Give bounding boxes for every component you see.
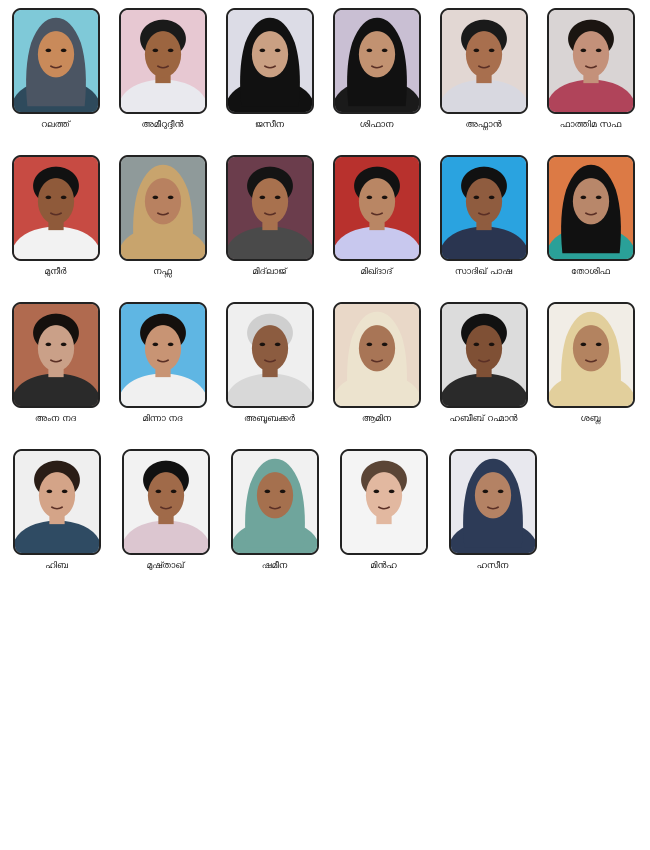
photo-row: [5, 449, 647, 596]
portrait-photo: [119, 155, 207, 261]
portrait-photo: [333, 155, 421, 261]
person-name: മിന്നാ നദ: [142, 414, 183, 424]
person-name: തോശിഫ: [571, 267, 610, 277]
photo-row: [5, 302, 647, 449]
person-card: [433, 302, 540, 449]
person-card: [219, 8, 326, 155]
person-name: ശിഫാന: [359, 120, 394, 130]
person-name: അമീറുദ്ദീൻ: [141, 120, 184, 130]
person-name: ആമിന: [361, 414, 392, 424]
person-card: [219, 155, 326, 302]
person-name: മിദ്‌ലാജ്: [252, 267, 287, 277]
portrait-photo: [226, 155, 314, 261]
person-card: [433, 155, 540, 302]
person-card: [332, 449, 441, 596]
person-name: മിഖ്ദാദ്: [360, 267, 393, 277]
person-name: അഫ്നാൻ: [465, 120, 502, 130]
person-card: [114, 449, 223, 596]
person-card: [326, 155, 433, 302]
person-name: ഹബീബ് റഹ്മാൻ: [449, 414, 518, 424]
portrait-photo: [13, 449, 101, 555]
person-card: [5, 8, 112, 155]
portrait-photo: [226, 8, 314, 114]
person-name: സാദിഖ് പാഷ: [454, 267, 513, 277]
person-card: [112, 8, 219, 155]
person-name: അംന നദ: [34, 414, 77, 424]
person-name: ഷമീന: [261, 561, 288, 571]
portrait-photo: [340, 449, 428, 555]
person-card: [112, 302, 219, 449]
portrait-photo: [226, 302, 314, 408]
person-card: [112, 155, 219, 302]
portrait-photo: [547, 155, 635, 261]
portrait-photo: [119, 8, 207, 114]
portrait-photo: [333, 302, 421, 408]
portrait-photo: [547, 8, 635, 114]
portrait-photo: [12, 155, 100, 261]
person-card: [326, 302, 433, 449]
portrait-photo: [122, 449, 210, 555]
photo-grid: [5, 8, 647, 596]
portrait-photo: [12, 302, 100, 408]
person-card: [540, 302, 647, 449]
portrait-photo: [333, 8, 421, 114]
portrait-photo: [449, 449, 537, 555]
portrait-photo: [440, 302, 528, 408]
person-card: [540, 8, 647, 155]
portrait-photo: [119, 302, 207, 408]
photo-row: [5, 155, 647, 302]
portrait-photo: [231, 449, 319, 555]
person-card: [441, 449, 550, 596]
person-name: മുനീർ: [44, 267, 67, 277]
person-name: ഫാത്തിമ സഫ: [559, 120, 622, 130]
photo-row: [5, 8, 647, 155]
person-card: [219, 302, 326, 449]
person-name: ശബ്ന: [580, 414, 601, 424]
person-name: ഹിബ: [45, 561, 68, 571]
person-card: [326, 8, 433, 155]
person-card: [223, 449, 332, 596]
person-name: ജസീന: [254, 120, 285, 130]
portrait-photo: [440, 8, 528, 114]
portrait-photo: [440, 155, 528, 261]
person-name: ഹസീന: [476, 561, 509, 571]
portrait-photo: [547, 302, 635, 408]
person-name: നഫ്സ: [153, 267, 172, 277]
person-name: മിൻഹ: [370, 561, 397, 571]
portrait-photo: [12, 8, 100, 114]
person-name: റലത്ത്: [41, 120, 70, 130]
person-card: [433, 8, 540, 155]
person-card: [5, 302, 112, 449]
person-card: [540, 155, 647, 302]
person-card: [5, 155, 112, 302]
person-name: മുഷ്താഖ്: [146, 561, 185, 571]
person-name: അബൂബക്കർ: [244, 414, 295, 424]
person-card: [5, 449, 114, 596]
